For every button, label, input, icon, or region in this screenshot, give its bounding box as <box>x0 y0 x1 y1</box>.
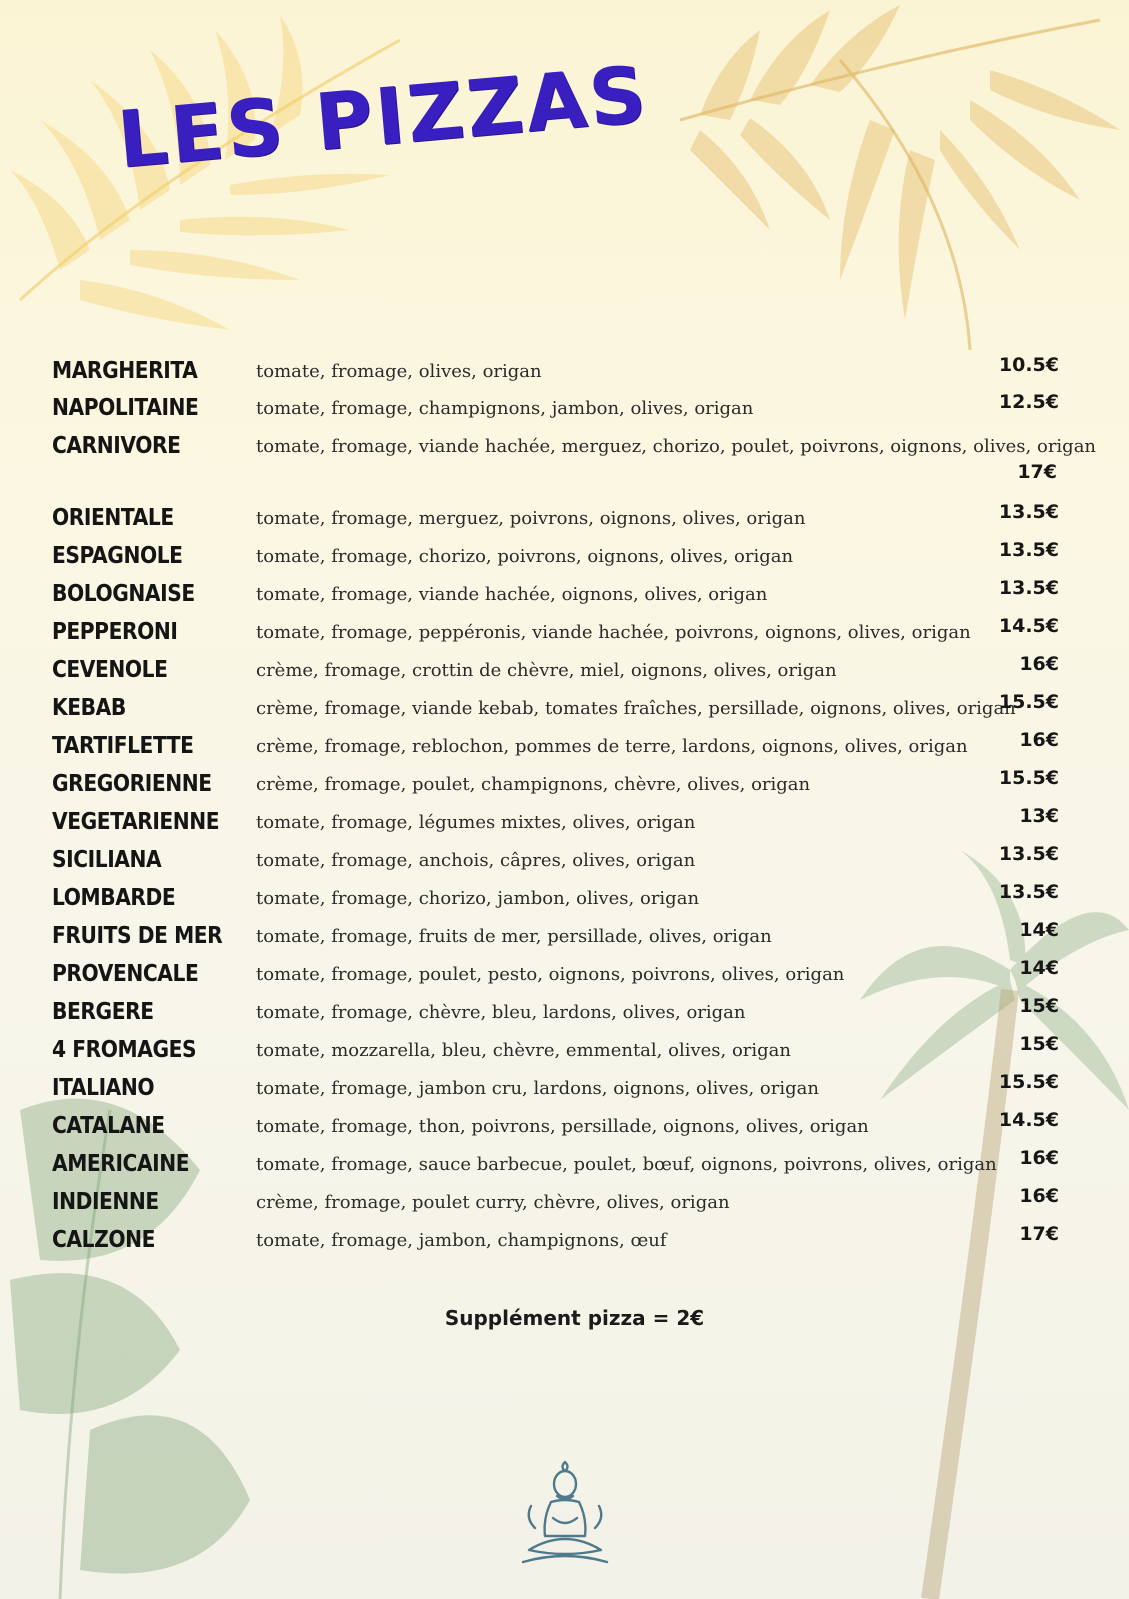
pizza-price: 16€ <box>1019 729 1059 751</box>
pizza-name: BOLOGNAISE <box>52 581 195 607</box>
pizza-description: tomate, fromage, jambon cru, lardons, oignons, olives, origan <box>256 1078 819 1099</box>
list-item <box>0 843 1129 877</box>
palm-leaf-top-right-decoration <box>640 0 1129 360</box>
pizza-price: 16€ <box>1019 1147 1059 1169</box>
pizza-name: ESPAGNOLE <box>52 543 183 569</box>
pizza-description: crème, fromage, viande kebab, tomates fraîches, persillade, oignons, olives, origan <box>256 698 1016 719</box>
pizza-description: tomate, fromage, merguez, poivrons, oignons, olives, origan <box>256 508 806 529</box>
pizza-price: 14€ <box>1019 919 1059 941</box>
pizza-name: 4 FROMAGES <box>52 1037 197 1063</box>
list-item <box>0 1033 1129 1067</box>
list-item <box>0 691 1129 725</box>
list-item <box>0 501 1129 535</box>
pizza-price: 15€ <box>1019 1033 1059 1055</box>
pizza-name: SICILIANA <box>52 847 162 873</box>
list-item <box>0 615 1129 649</box>
list-item <box>0 653 1129 687</box>
pizza-price: 13.5€ <box>998 881 1059 903</box>
pizza-name: VEGETARIENNE <box>52 809 220 835</box>
pizza-description: tomate, fromage, chorizo, poivrons, oignons, olives, origan <box>256 546 794 567</box>
pizza-description: crème, fromage, reblochon, pommes de terre, lardons, oignons, olives, origan <box>256 736 968 757</box>
pizza-description: tomate, fromage, champignons, jambon, olives, origan <box>256 398 754 419</box>
list-item <box>0 957 1129 991</box>
pizza-price: 15.5€ <box>998 691 1059 713</box>
pizza-price: 12.5€ <box>998 391 1059 413</box>
list-item <box>0 729 1129 763</box>
list-item <box>0 1071 1129 1105</box>
pizza-name: ITALIANO <box>52 1075 155 1101</box>
pizza-price: 13.5€ <box>998 501 1059 523</box>
list-item <box>0 995 1129 1029</box>
pizza-description: tomate, mozzarella, bleu, chèvre, emmental, olives, origan <box>256 1040 792 1061</box>
pizza-price: 13.5€ <box>998 843 1059 865</box>
pizza-name: LOMBARDE <box>52 885 176 911</box>
pizza-description: tomate, fromage, peppéronis, viande hachée, poivrons, oignons, olives, origan <box>256 622 971 643</box>
pizza-description: crème, fromage, poulet curry, chèvre, olives, origan <box>256 1192 730 1213</box>
pizza-name: CALZONE <box>52 1227 155 1253</box>
pizza-price: 16€ <box>1019 653 1059 675</box>
list-item <box>0 805 1129 839</box>
pizza-name: CEVENOLE <box>52 657 168 683</box>
pizza-description: crème, fromage, crottin de chèvre, miel, oignons, olives, origan <box>256 660 837 681</box>
pizza-name: GREGORIENNE <box>52 771 212 797</box>
pizza-name: PROVENCALE <box>52 961 199 987</box>
pizza-name: ORIENTALE <box>52 505 174 531</box>
pizza-price: 15.5€ <box>998 1071 1059 1093</box>
pizza-name: INDIENNE <box>52 1189 159 1215</box>
pizza-name: CATALANE <box>52 1113 165 1139</box>
supplement-note: Supplément pizza = 2€ <box>444 1306 705 1330</box>
pizza-description: tomate, fromage, viande hachée, merguez, chorizo, poulet, poivrons, oignons, olives, origan <box>256 436 1097 457</box>
palm-leaf-top-left-decoration <box>0 0 420 360</box>
pizza-name: PEPPERONI <box>52 619 178 645</box>
pizza-description: tomate, fromage, légumes mixtes, olives, origan <box>256 812 696 833</box>
menu-title: LES PIZZAS <box>114 49 653 186</box>
pizza-name: NAPOLITAINE <box>52 395 199 421</box>
pizza-price: 15€ <box>1019 995 1059 1017</box>
pizza-price: 15.5€ <box>998 767 1059 789</box>
pizza-name: TARTIFLETTE <box>52 733 194 759</box>
pizza-price: 13.5€ <box>998 577 1059 599</box>
pizza-name: FRUITS DE MER <box>52 923 223 949</box>
pizza-description: tomate, fromage, thon, poivrons, persillade, oignons, olives, origan <box>256 1116 869 1137</box>
pizza-description: tomate, fromage, fruits de mer, persillade, olives, origan <box>256 926 772 947</box>
list-item <box>0 577 1129 611</box>
pizza-description: crème, fromage, poulet, champignons, chèvre, olives, origan <box>256 774 811 795</box>
pizza-description: tomate, fromage, sauce barbecue, poulet, bœuf, oignons, poivrons, olives, origan <box>256 1154 997 1175</box>
pizza-description: tomate, fromage, poulet, pesto, oignons, poivrons, olives, origan <box>256 964 845 985</box>
pizza-description: tomate, fromage, viande hachée, oignons, olives, origan <box>256 584 768 605</box>
pizza-price: 17€ <box>1019 1223 1059 1245</box>
list-item <box>0 767 1129 801</box>
list-item <box>0 1185 1129 1219</box>
pizza-description: tomate, fromage, chorizo, jambon, olives, origan <box>256 888 700 909</box>
list-item <box>0 1109 1129 1143</box>
list-item <box>0 354 1129 388</box>
pizza-price: 14€ <box>1019 957 1059 979</box>
pizza-name: AMERICAINE <box>52 1151 190 1177</box>
pizza-price: 14.5€ <box>998 1109 1059 1131</box>
pizza-price: 13€ <box>1019 805 1059 827</box>
pizza-price: 10.5€ <box>998 354 1059 376</box>
pizza-price: 17€ <box>1017 461 1057 483</box>
pizza-price: 14.5€ <box>998 615 1059 637</box>
pizza-price: 13.5€ <box>998 539 1059 561</box>
list-item <box>0 1147 1129 1181</box>
pizza-name: KEBAB <box>52 695 126 721</box>
pizza-name: BERGERE <box>52 999 154 1025</box>
list-item <box>0 391 1129 425</box>
pizza-name: CARNIVORE <box>52 433 181 459</box>
pizza-price: 16€ <box>1019 1185 1059 1207</box>
list-item <box>0 433 1129 483</box>
list-item <box>0 881 1129 915</box>
list-item <box>0 1223 1129 1257</box>
pizza-description: tomate, fromage, jambon, champignons, œuf <box>256 1230 667 1251</box>
pizza-description: tomate, fromage, anchois, câpres, olives, origan <box>256 850 696 871</box>
list-item <box>0 919 1129 953</box>
pizza-description: tomate, fromage, chèvre, bleu, lardons, olives, origan <box>256 1002 746 1023</box>
list-item <box>0 539 1129 573</box>
pizza-name: MARGHERITA <box>52 358 198 384</box>
buddha-icon <box>515 1458 615 1570</box>
pizza-description: tomate, fromage, olives, origan <box>256 361 542 382</box>
